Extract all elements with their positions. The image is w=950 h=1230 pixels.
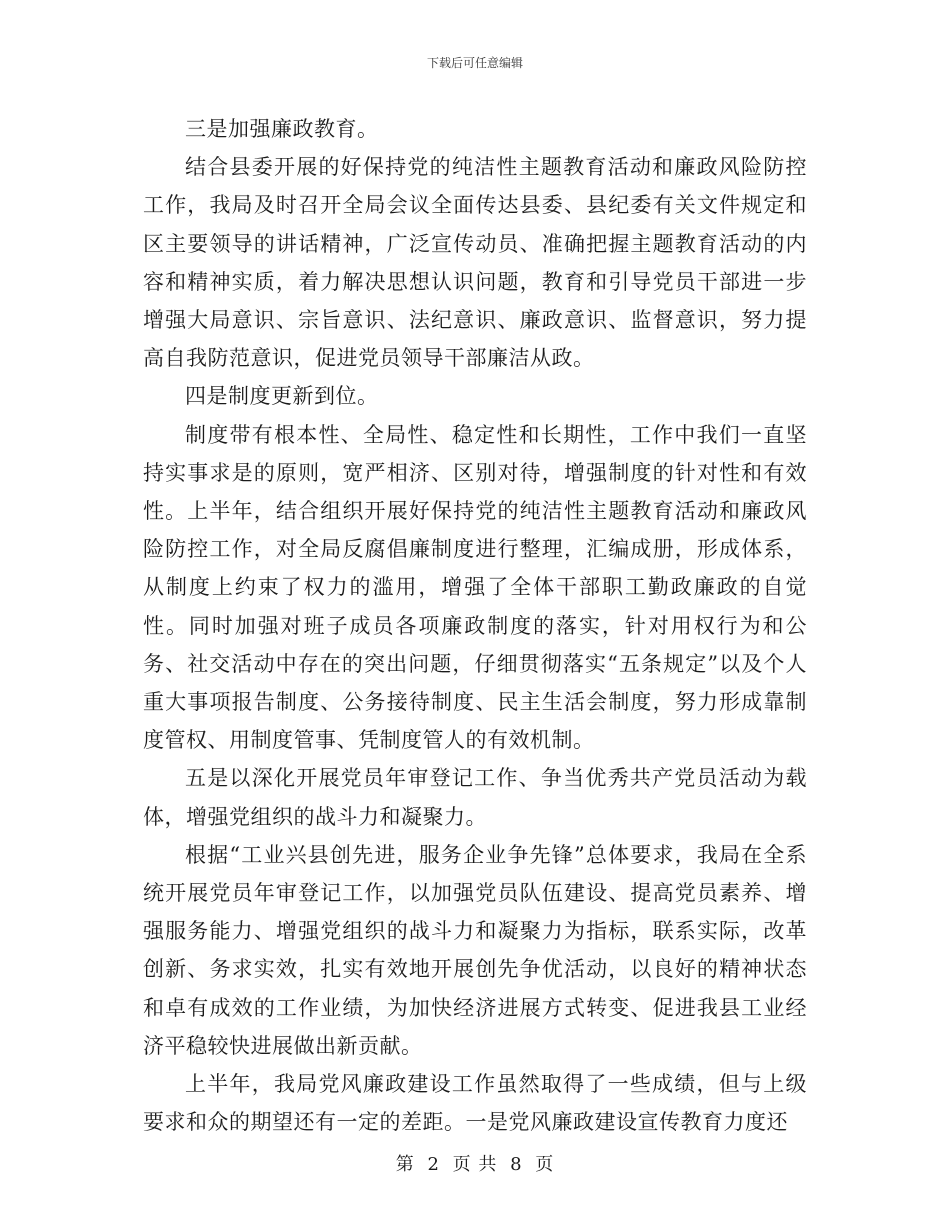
paragraph: 结合县委开展的好保持党的纯洁性主题教育活动和廉政风险防控工作，我局及时召开全局会议全面传达县委、县纪委有关文件规定和区主要领导的讲话精神，广泛宣传动员、准确把握主题教育活动的内容和精神实质，着力解决思想认识问题，教育和引导党员干部进一步增强大局意识、宗旨意识、法纪意识、廉政意识、监督意识，努力提高自我防范意识，促进党员领导干部廉洁从政。 — [143, 155, 807, 371]
footer-total-pages: 8 — [510, 1154, 523, 1175]
footer-suffix: 页 — [535, 1154, 555, 1175]
footer-current-page: 2 — [427, 1154, 440, 1175]
paragraph-heading-3: 三是加强廉政教育。 — [185, 117, 379, 141]
page-footer — [0, 1150, 950, 1176]
paragraph-heading-4: 四是制度更新到位。 — [185, 384, 379, 409]
paragraph-heading-5: 五是以深化开展党员年审登记工作、争当优秀共产党员活动为载体，增强党组织的战斗力和凝聚力。 — [143, 766, 807, 829]
paragraph: 制度带有根本性、全局性、稳定性和长期性，工作中我们一直坚持实事求是的原则，宽严相济、区别对待，增强制度的针对性和有效性。上半年，结合组织开展好保持党的纯洁性主题教育活动和廉政风险防控工作，对全局反腐倡廉制度进行整理，汇编成册，形成体系，从制度上约束了权力的滥用，增强了全体干部职工勤政廉政的自觉性。同时加强对班子成员各项廉政制度的落实，针对用权行为和公务、社交活动中存在的突出问题，仔细贯彻落实“五条规定”以及个人重大事项报告制度、公务接待制度、民主生活会制度，努力形成靠制度管权、用制度管事、凭制度管人的有效机制。 — [143, 422, 807, 753]
paragraph: 上半年，我局党风廉政建设工作虽然取得了一些成绩，但与上级要求和众的期望还有一定的差距。一是党风廉政建设宣传教育力度还 — [143, 1072, 807, 1135]
footer-prefix: 第 — [395, 1154, 415, 1175]
document-body — [143, 110, 807, 1141]
footer-middle: 页 共 — [452, 1154, 498, 1175]
paragraph: 根据“工业兴县创先进，服务企业争先锋”总体要求，我局在全系统开展党员年审登记工作，以加强党员队伍建设、提高党员素养、增强服务能力、增强党组织的战斗力和凝聚力为指标，联系实际，改革创新、务求实效，扎实有效地开展创先争优活动，以良好的精神状态和卓有成效的工作业绩，为加快经济进展方式转变、促进我县工业经济平稳较快进展做出新贡献。 — [143, 842, 807, 1058]
header-note: 下载后可任意编辑 — [426, 56, 523, 70]
